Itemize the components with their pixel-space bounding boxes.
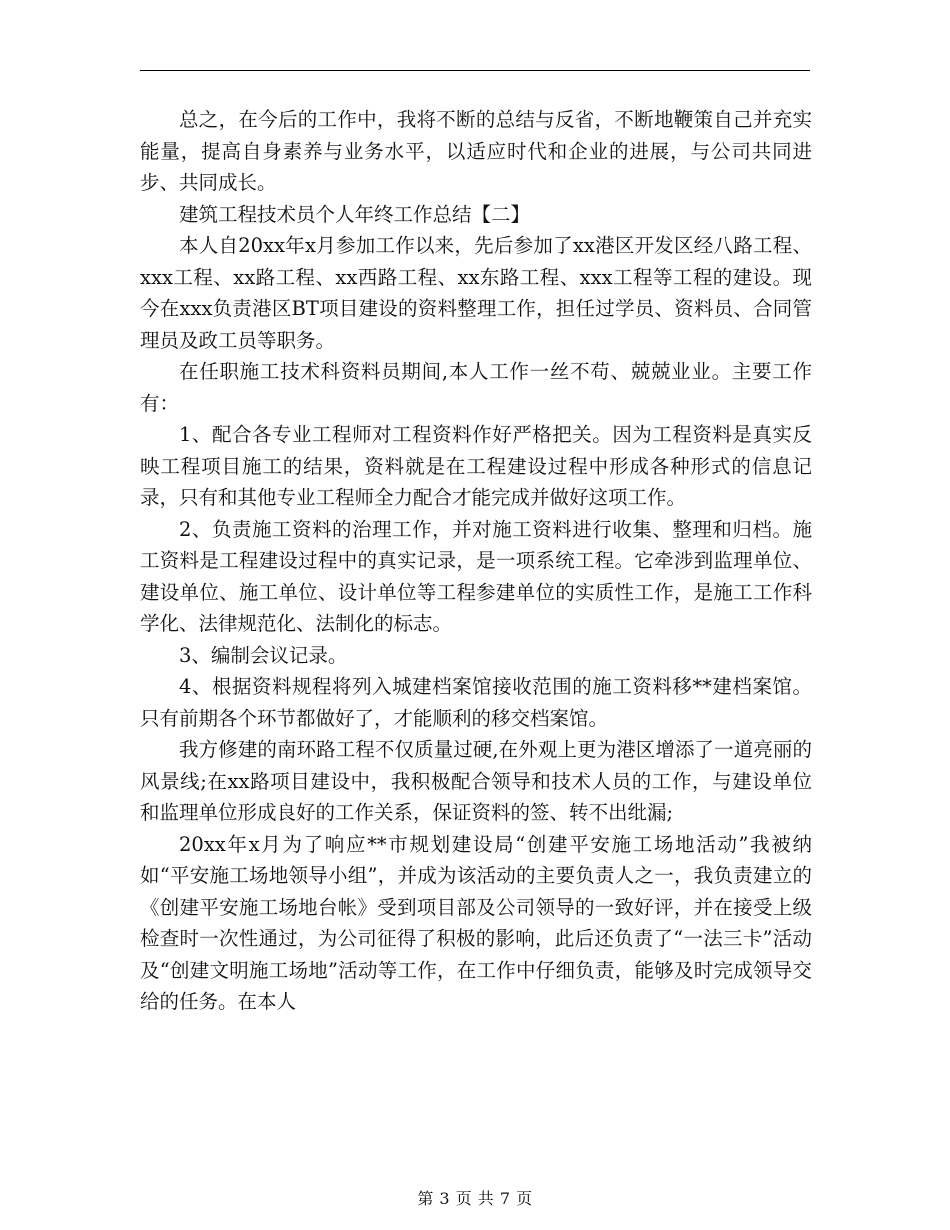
list-item-4: 4、根据资料规程将列入城建档案馆接收范围的施工资料移**建档案馆。只有前期各个环节都做好了，才能顺利的移交档案馆。 [140,675,812,730]
list-item-3: 3、编制会议记录。 [179,643,348,667]
paragraph-intro: 本人自20xx年x月参加工作以来，先后参加了xx港区开发区经八路工程、xxx工程、xx路工程、xx西路工程、xx东路工程、xxx工程等工程的建设。现今在xxx负责港区BT项目建设的资料整理工作，担任过学员、资料员、合同管理员及政工员等职务。 [140,234,812,352]
paragraph-duties-intro: 在任职施工技术科资料员期间,本人工作一丝不苟、兢兢业业。主要工作有： [140,360,812,415]
paragraph-conclusion: 总之，在今后的工作中，我将不断的总结与反省，不断地鞭策自己并充实能量，提高自身素养与业务水平，以适应时代和企业的进展，与公司共同进步、共同成长。 [140,108,812,194]
paragraph-safety-activity: 20xx年x月为了响应**市规划建设局“创建平安施工场地活动”我被纳如“平安施工场地领导小组”，并成为该活动的主要负责人之一，我负责建立的《创建平安施工场地台帐》受到项目部及公司领导的一致好评，并在接受上级检查时一次性通过，为公司征得了积极的影响，此后还负责了“一法三卡”活动及“创建文明施工场地”活动等工作，在工作中仔细负责，能够及时完成领导交给的任务。在本人 [140,832,812,1013]
header-rule [140,70,810,71]
list-item-2: 2、负责施工资料的治理工作，并对施工资料进行收集、整理和归档。施工资料是工程建设过程中的真实记录，是一项系统工程。它牵涉到监理单位、建设单位、施工单位、设计单位等工程参建单位的实质性工作，是施工工作科学化、法律规范化、法制化的标志。 [140,517,812,635]
document-body [140,104,812,1018]
paragraph-road-project: 我方修建的南环路工程不仅质量过硬,在外观上更为港区增添了一道亮丽的风景线;在xx路项目建设中，我积极配合领导和技术人员的工作，与建设单位和监理单位形成良好的工作关系，保证资料的签、转不出纰漏; [140,738,812,824]
list-item-1: 1、配合各专业工程师对工程资料作好严格把关。因为工程资料是真实反映工程项目施工的结果，资料就是在工程建设过程中形成各种形式的信息记录，只有和其他专业工程师全力配合才能完成并做好这项工作。 [140,423,812,509]
page-number: 第 3 页 共 7 页 [417,1189,533,1208]
section-heading: 建筑工程技术员个人年终工作总结【二】 [179,202,531,226]
